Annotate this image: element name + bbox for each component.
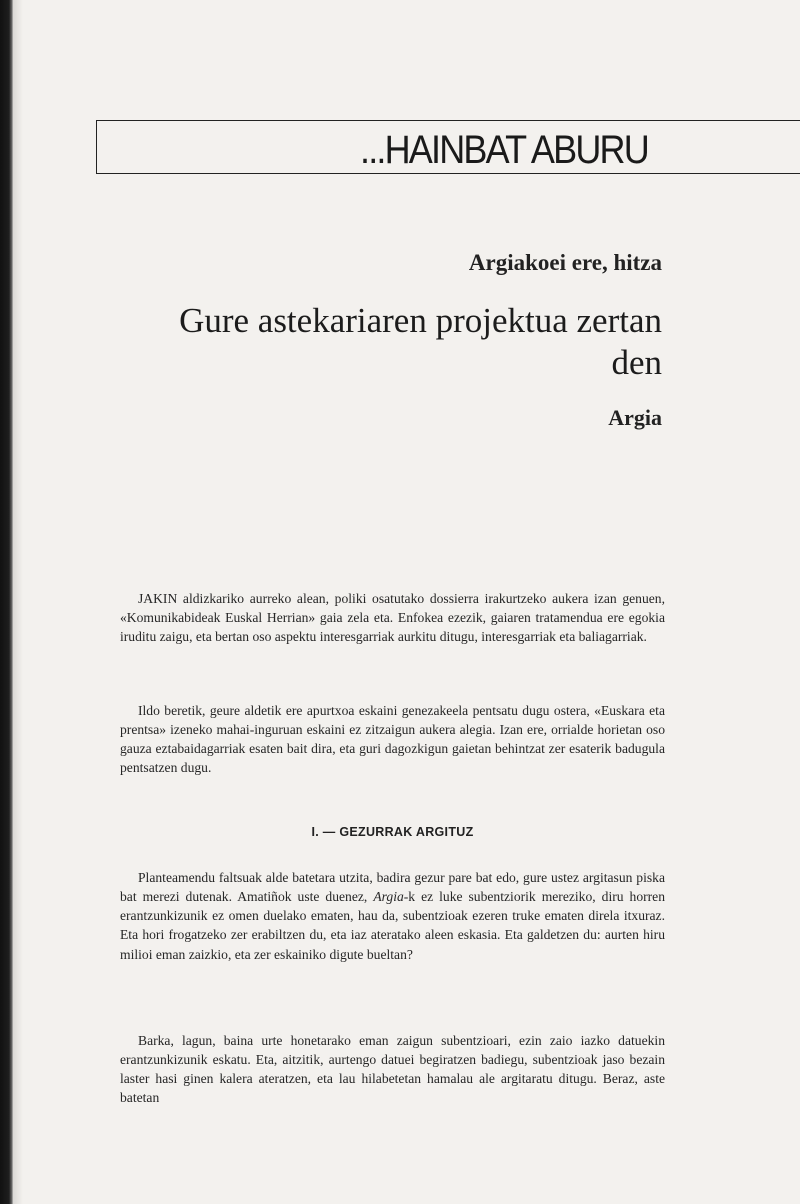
paragraph-2: Ildo beretik, geure aldetik ere apurtxoa eskaini genezakeela pentsatu dugu ostera, «Euskara eta prentsa» izeneko mahai-inguruan eskaini ez zitzaigun aukera alegia. Izan ere, orrialde horietan oso gauza eztabaidagarriak esaten bait dira, eta guri dagozkigun gaietan behintzat zer esaterik badugula pentsatzen dugu. [120,702,665,776]
article-title: Gure astekariaren projektua zertan den [179,301,662,382]
paragraph-1: JAKIN aldizkariko aurreko alean, poliki osatutako dossierra irakurtzeko aukera izan genuen, «Komunikabideak Euskal Herrian» gaia zela eta. Enfokea ezezik, gaiaren tratamendua ere egokia iruditu zaigu, eta bertan oso aspektu interesgarriak aurkitu ditugu, interesgarriak eta baliagarriak. [120,590,665,645]
paragraph-3-rest: -k ez luke subentziorik mereziko, diru horren erantzunkizunik ez omen duelako ematen, hau da, subentzioak ezeren truke ematen direla itxuraz. Eta hori frogatzeko zer erabiltzen du, eta iaz ateratako aleen eskasia. Eta galdetzen du: aurten hiru milioi eman zaizkio, eta zer eskainiko digute bueltan? [120,888,666,962]
publication-name: Argia [373,888,404,904]
article-kicker: Argiakoei ere, hitza [468,250,662,275]
article-author: Argia [608,405,662,430]
section-heading: I. — GEZURRAK ARGITUZ [311,825,474,839]
page-gutter [13,0,23,1204]
paragraph-3-start: Planteamendu faltsuak alde batetara utzita, badira gezur pare bat edo, gure ustez argitasun piska bat merezi dutenak. Amatiñok uste duenez, [120,869,665,904]
paragraph-4: Barka, lagun, baina urte honetarako eman zaigun subentzioari, ezin zaio iazko datuekin erantzunkizunik eskatu. Eta, aitzitik, aurtengo datuei begiratzen badiegu, subentzioak jaso bezain laster hasi ginen kalera ateratzen, eta lau hilabetetan hamalau ale argitaratu ditugu. Beraz, aste batetan [120,1032,665,1106]
book-spine-shadow [0,0,13,1204]
paragraph-3 [120,868,665,964]
section-header-title: ...HAINBAT ABURU [360,128,648,172]
